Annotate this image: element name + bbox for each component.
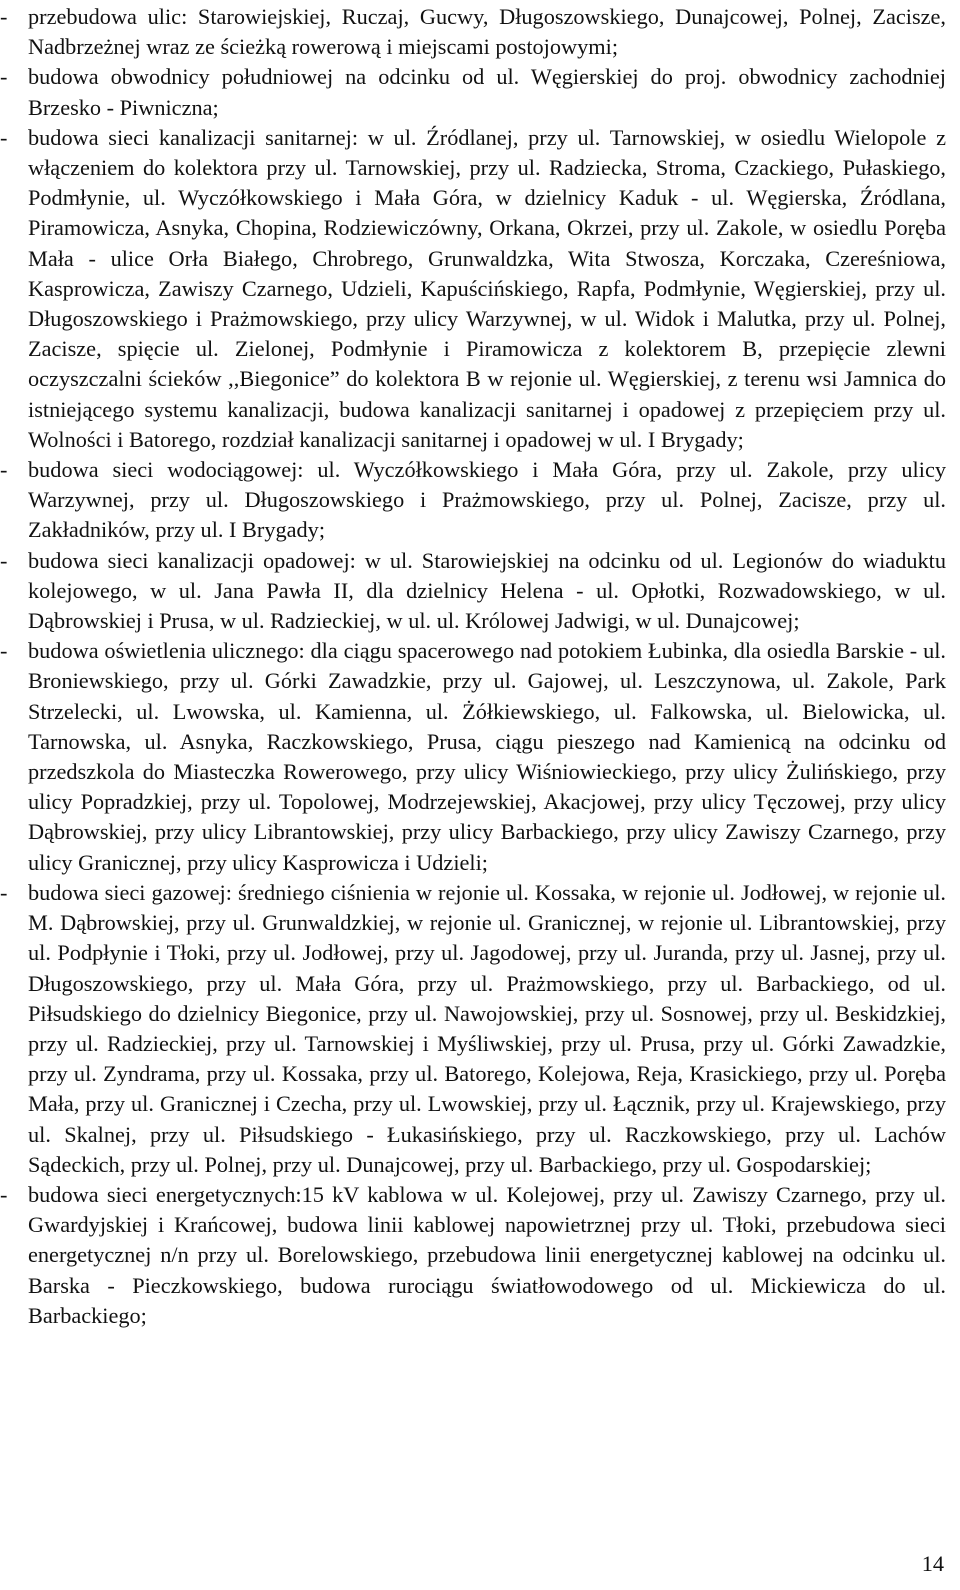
list-bullet: - xyxy=(0,457,8,483)
list-item-text: budowa sieci kanalizacji sanitarnej: w ul. Źródlanej, przy ul. Tarnowskiej, w osiedlu Wielopole z włączeniem do kolektora przy ul. Tarnowskiej, przy ul. Radziecka, Stroma, Czackiego, Pułaskiego, Podmłynie, ul. Wyczółkowskiego i Mała Góra, w dzielnicy Kaduk - ul. Węgierska, Źródlana, Piramowicza, Asnyka, Chopina, Rodziewiczówny, Orkana, Okrzei, przy ul. Zakole, w osiedlu Poręba Mała - ulice Orła Białego, Chrobrego, Grunwaldzka, Wita Stwosza, Korczaka, Czereśniowa, Kasprowicza, Zawiszy Czarnego, Udzieli, Kapuścińskiego, Rapfa, Podmłynie, Węgierskiej, przy ul. Długoszowskiego i Prażmowskiego, przy ulicy Warzywnej, w ul. Widok i Malutka, przy ul. Polnej, Zacisze, spięcie ul. Zielonej, Podmłynie i Piramowicza z kolektorem B, przepięcie zlewni oczyszczalni ścieków ,,Biegonice” do kolektora B w rejonie ul. Węgierskiej, z terenu wsi Jamnica do istniejącego systemu kanalizacji, budowa kanalizacji sanitarnej i opadowej z przepięciem przy ul. Wolności i Batorego, rozdział kanalizacji sanitarnej i opadowej w ul. I Brygady; xyxy=(28,124,946,452)
list-item-text: budowa sieci kanalizacji opadowej: w ul. Starowiejskiej na odcinku od ul. Legionów do wiaduktu kolejowego, w ul. Jana Pawła II, dla dzielnicy Helena - ul. Opłotki, Rozwadowskiego, w ul. Dąbrowskiej i Prusa, w ul. Radzieckiej, w ul. ul. Królowej Jadwigi, w ul. Dunajcowej; xyxy=(28,547,946,634)
list-bullet: - xyxy=(0,879,8,905)
list-item-text: budowa sieci wodociągowej: ul. Wyczółkowskiego i Mała Góra, przy ul. Zakole, przy ulicy Warzywnej, przy ul. Długoszowskiego i Prażmowskiego, przy ul. Polnej, Zacisze, przy ul. Zakładników, przy ul. I Brygady; xyxy=(28,457,946,543)
list-item xyxy=(0,878,946,1180)
list-item xyxy=(0,636,946,878)
page-number: 14 xyxy=(921,1551,944,1576)
investment-list xyxy=(0,2,946,1331)
list-bullet: - xyxy=(0,124,8,150)
list-bullet: - xyxy=(0,64,8,90)
list-item xyxy=(0,123,946,455)
list-item-text: budowa obwodnicy południowej na odcinku od ul. Węgierskiej do proj. obwodnicy zachodniej Brzesko - Piwniczna; xyxy=(28,64,946,120)
list-bullet: - xyxy=(0,638,8,664)
list-bullet: - xyxy=(0,547,8,573)
list-bullet: - xyxy=(0,4,8,29)
list-item-text: przebudowa ulic: Starowiejskiej, Ruczaj, Gucwy, Długoszowskiego, Dunajcowej, Polnej, Zacisze, Nadbrzeżnej wraz ze ścieżką rowerową i miejscami postojowymi; xyxy=(28,4,946,60)
list-item xyxy=(0,546,946,637)
list-item xyxy=(0,62,946,122)
list-item-text: budowa sieci gazowej: średniego ciśnienia w rejonie ul. Kossaka, w rejonie ul. Jodłowej, w rejonie ul. M. Dąbrowskiej, przy ul. Grunwaldzkiej, w rejonie ul. Granicznej, w rejonie ul. Librantowskiej, przy ul. Podpłynie i Tłoki, przy ul. Jodłowej, przy ul. Jagodowej, przy ul. Juranda, przy ul. Jasnej, przy ul. Długoszowskiego, przy ul. Mała Góra, przy ul. Prażmowskiego, przy ul. Barbackiego, od ul. Piłsudskiego do dzielnicy Biegonice, przy ul. Nawojowskiej, przy ul. Sosnowej, przy ul. Beskidzkiej, przy ul. Radzieckiej, przy ul. Tarnowskiej i Myśliwskiej, przy ul. Prusa, przy ul. Górki Zawadzkie, przy ul. Zyndrama, przy ul. Kossaka, przy ul. Batorego, Kolejowa, Reja, Krasickiego, przy ul. Poręba Mała, przy ul. Granicznej i Czecha, przy ul. Lwowskiej, przy ul. Łącznik, przy ul. Krajewskiego, przy ul. Skalnej, przy ul. Piłsudskiego - Łukasińskiego, przy ul. Raczkowskiego, przy ul. Lachów Sądeckich, przy ul. Polnej, przy ul. Dunajcowej, przy ul. Barbackiego, przy ul. Gospodarskiej; xyxy=(28,879,946,1177)
list-item xyxy=(0,1180,946,1331)
list-item-text: budowa sieci energetycznych:15 kV kablowa w ul. Kolejowej, przy ul. Zawiszy Czarnego, przy ul. Gwardyjskiej i Krańcowej, budowa linii kablowej napowietrznej przy ul. Tłoki, przebudowa sieci energetycznej n/n przy ul. Borelowskiego, przebudowa linii energetycznej kablowej na odcinku ul. Barska - Pieczkowskiego, budowa rurociągu światłowodowego od ul. Mickiewicza do ul. Barbackiego; xyxy=(28,1181,946,1328)
list-item-text: budowa oświetlenia ulicznego: dla ciągu spacerowego nad potokiem Łubinka, dla osiedla Barskie - ul. Broniewskiego, przy ul. Górki Zawadzkie, przy ul. Gajowej, ul. Leszczynowa, ul. Zakole, Park Strzelecki, ul. Lwowska, ul. Kamienna, ul. Żółkiewskiego, ul. Falkowska, ul. Bielowicka, ul. Tarnowska, ul. Asnyka, Raczkowskiego, Prusa, ciągu pieszego nad Kamienicą na odcinku od przedszkola do Miasteczka Rowerowego, przy ulicy Wiśniowieckiego, przy ulicy Żulińskiego, przy ulicy Popradzkiej, przy ul. Topolowej, Modrzejewskiej, Akacjowej, przy ulicy Tęczowej, przy ulicy Dąbrowskiej, przy ulicy Librantowskiej, przy ulicy Barbackiego, przy ulicy Zawiszy Czarnego, przy ulicy Granicznej, przy ulicy Kasprowicza i Udzieli; xyxy=(28,638,946,875)
list-item xyxy=(0,455,946,546)
list-item xyxy=(0,2,946,62)
list-bullet: - xyxy=(0,1181,8,1207)
